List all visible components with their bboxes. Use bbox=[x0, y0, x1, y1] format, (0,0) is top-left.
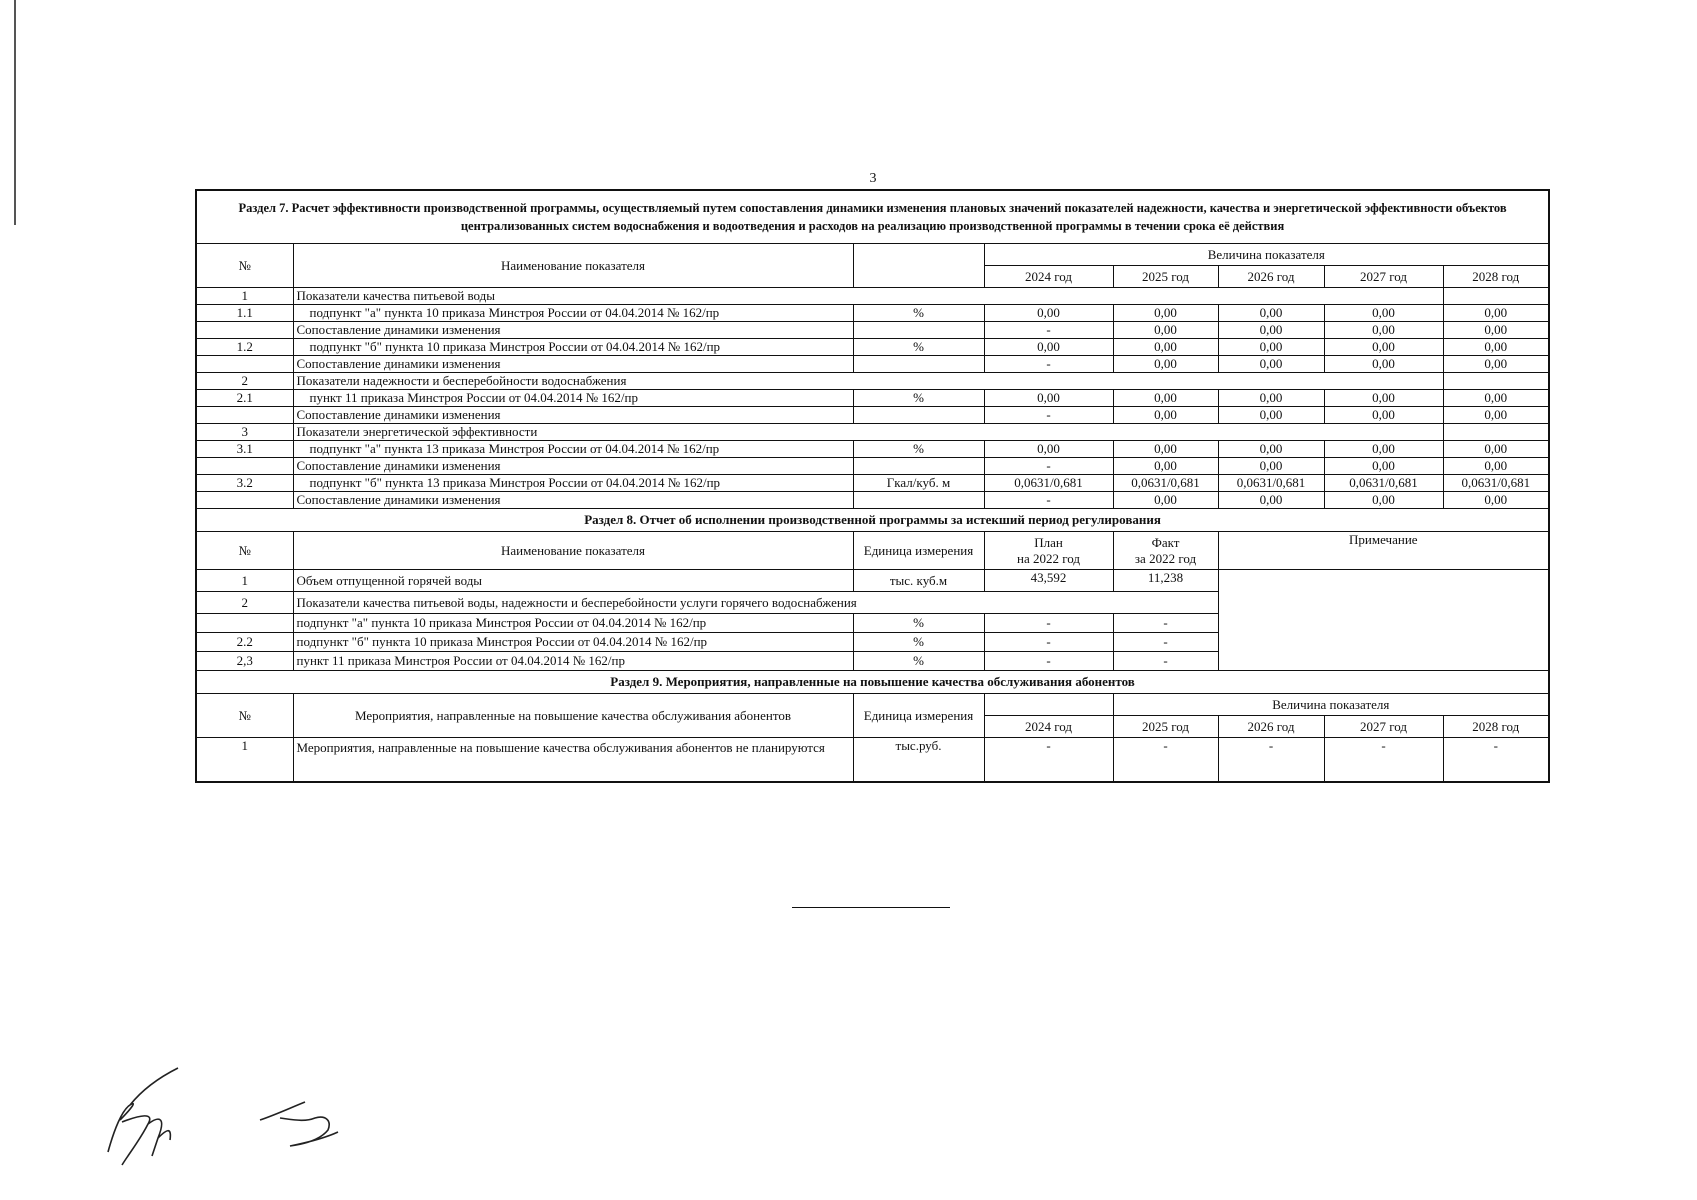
header-fact bbox=[1113, 532, 1218, 570]
row-name: Сопоставление динамики изменения bbox=[293, 407, 853, 424]
row-value: 0,00 bbox=[1324, 441, 1443, 458]
section7-row bbox=[196, 288, 1549, 305]
section7-row bbox=[196, 492, 1549, 509]
row-name: Сопоставление динамики изменения bbox=[293, 322, 853, 339]
row-unit: тыс. куб.м bbox=[853, 570, 984, 592]
header-value-group: Величина показателя bbox=[984, 244, 1549, 266]
section7-row bbox=[196, 373, 1549, 390]
row-value: - bbox=[984, 458, 1113, 475]
section7-row bbox=[196, 475, 1549, 492]
fact-line-1: Факт bbox=[1151, 534, 1180, 550]
row-number: 1.2 bbox=[196, 339, 293, 356]
section7-title: Раздел 7. Расчет эффективности производственной программы, осуществляемый путем сопоставления динамики изменения плановых значений показателей надежности, качества и энергетической эффективности объектов централизованных систем водоснабжения и водоотведения и расходов на реализацию производственной программы в течении срока её действия bbox=[196, 190, 1549, 244]
row-value: 0,00 bbox=[1443, 492, 1549, 509]
row-value: 0,00 bbox=[1443, 322, 1549, 339]
header-unit: Единица измерения bbox=[853, 694, 984, 738]
row-unit: % bbox=[853, 390, 984, 407]
row-number: 1 bbox=[196, 570, 293, 592]
row-unit: % bbox=[853, 441, 984, 458]
binder-margin-line bbox=[14, 0, 16, 225]
row-group-name: Показатели качества питьевой воды, надежности и бесперебойности услуги горячего водоснабжения bbox=[293, 592, 1218, 614]
row-value: 0,00 bbox=[1443, 441, 1549, 458]
row-name: подпункт "а" пункта 13 приказа Минстроя России от 04.04.2014 № 162/пр bbox=[293, 441, 853, 458]
row-value: - bbox=[1113, 738, 1218, 782]
row-value: 0,00 bbox=[1113, 356, 1218, 373]
row-value: 0,0631/0,681 bbox=[1113, 475, 1218, 492]
row-number bbox=[196, 614, 293, 633]
row-number: 2 bbox=[196, 592, 293, 614]
row-value: 0,00 bbox=[1218, 390, 1324, 407]
row-number: 3.2 bbox=[196, 475, 293, 492]
fact-line-2: за 2022 год bbox=[1134, 550, 1197, 566]
header-year: 2025 год bbox=[1113, 716, 1218, 738]
row-value: 0,00 bbox=[1113, 339, 1218, 356]
row-value: 0,00 bbox=[1218, 339, 1324, 356]
row-fact: 11,238 bbox=[1113, 570, 1218, 592]
row-value: 0,00 bbox=[1324, 458, 1443, 475]
header-year: 2027 год bbox=[1324, 716, 1443, 738]
row-value: 0,00 bbox=[1218, 441, 1324, 458]
row-value: 0,00 bbox=[1324, 322, 1443, 339]
row-value: 0,00 bbox=[1218, 305, 1324, 322]
section8-row bbox=[196, 570, 1549, 592]
header-year: 2026 год bbox=[1218, 266, 1324, 288]
header-no: № bbox=[196, 244, 293, 288]
row-unit: тыс.руб. bbox=[853, 738, 984, 782]
row-number: 2.1 bbox=[196, 390, 293, 407]
row-value: 0,00 bbox=[1443, 305, 1549, 322]
row-number bbox=[196, 407, 293, 424]
section7-title-row bbox=[196, 190, 1549, 244]
header-value-group: Величина показателя bbox=[1113, 694, 1549, 716]
row-plan: - bbox=[984, 633, 1113, 652]
row-value: 0,00 bbox=[1113, 390, 1218, 407]
row-value: 0,00 bbox=[1113, 407, 1218, 424]
row-name: Сопоставление динамики изменения bbox=[293, 356, 853, 373]
row-value: 0,00 bbox=[1113, 305, 1218, 322]
row-value: - bbox=[984, 407, 1113, 424]
closing-rule bbox=[792, 907, 950, 908]
row-number bbox=[196, 322, 293, 339]
header-blank bbox=[984, 694, 1113, 716]
row-group-name: Показатели надежности и бесперебойности водоснабжения bbox=[293, 373, 1443, 390]
row-value: 0,00 bbox=[1443, 458, 1549, 475]
row-plan: 43,592 bbox=[984, 570, 1113, 592]
row-name: Объем отпущенной горячей воды bbox=[293, 570, 853, 592]
row-unit bbox=[853, 407, 984, 424]
plan-line-2: на 2022 год bbox=[1017, 550, 1080, 566]
row-fact: - bbox=[1113, 652, 1218, 671]
section7-row bbox=[196, 356, 1549, 373]
section7-row bbox=[196, 441, 1549, 458]
row-value: 0,00 bbox=[984, 441, 1113, 458]
row-value: 0,00 bbox=[1324, 407, 1443, 424]
section8-title-row bbox=[196, 509, 1549, 532]
row-number bbox=[196, 492, 293, 509]
header-name: Наименование показателя bbox=[293, 532, 853, 570]
row-value: 0,00 bbox=[984, 339, 1113, 356]
row-name: Сопоставление динамики изменения bbox=[293, 492, 853, 509]
row-value: 0,00 bbox=[1113, 441, 1218, 458]
header-year: 2028 год bbox=[1443, 266, 1549, 288]
section7-row bbox=[196, 424, 1549, 441]
row-value: - bbox=[984, 322, 1113, 339]
row-unit: % bbox=[853, 305, 984, 322]
row-value: - bbox=[984, 738, 1113, 782]
row-name: Сопоставление динамики изменения bbox=[293, 458, 853, 475]
row-unit: Гкал/куб. м bbox=[853, 475, 984, 492]
row-value: 0,00 bbox=[1324, 492, 1443, 509]
row-unit bbox=[853, 458, 984, 475]
header-name: Мероприятия, направленные на повышение качества обслуживания абонентов bbox=[293, 694, 853, 738]
row-name: подпункт "б" пункта 13 приказа Минстроя России от 04.04.2014 № 162/пр bbox=[293, 475, 853, 492]
row-value: 0,00 bbox=[1324, 390, 1443, 407]
row-name: подпункт "а" пункта 10 приказа Минстроя России от 04.04.2014 № 162/пр bbox=[293, 305, 853, 322]
section9-title: Раздел 9. Мероприятия, направленные на повышение качества обслуживания абонентов bbox=[196, 671, 1549, 694]
section7-row bbox=[196, 322, 1549, 339]
row-number bbox=[196, 458, 293, 475]
row-number: 1 bbox=[196, 738, 293, 782]
section8-header-row bbox=[196, 532, 1549, 570]
header-unit: Единица измерения bbox=[853, 532, 984, 570]
row-value: 0,00 bbox=[984, 390, 1113, 407]
row-value: - bbox=[984, 356, 1113, 373]
plan-line-1: План bbox=[1034, 534, 1063, 550]
row-number: 2,3 bbox=[196, 652, 293, 671]
row-value: 0,00 bbox=[1443, 356, 1549, 373]
row-fact: - bbox=[1113, 614, 1218, 633]
header-year: 2025 год bbox=[1113, 266, 1218, 288]
row-unit: % bbox=[853, 339, 984, 356]
row-name: подпункт "а" пункта 10 приказа Минстроя России от 04.04.2014 № 162/пр bbox=[293, 614, 853, 633]
row-plan: - bbox=[984, 614, 1113, 633]
header-year: 2027 год bbox=[1324, 266, 1443, 288]
row-value: 0,00 bbox=[1218, 322, 1324, 339]
row-number: 1.1 bbox=[196, 305, 293, 322]
row-unit bbox=[853, 492, 984, 509]
section7-header-row-1 bbox=[196, 244, 1549, 266]
row-group-name: Показатели качества питьевой воды bbox=[293, 288, 1443, 305]
header-no: № bbox=[196, 694, 293, 738]
row-value: 0,0631/0,681 bbox=[1443, 475, 1549, 492]
row-value: 0,00 bbox=[1218, 458, 1324, 475]
row-number: 1 bbox=[196, 288, 293, 305]
section9-row bbox=[196, 738, 1549, 782]
section7-row bbox=[196, 339, 1549, 356]
row-value: - bbox=[1443, 738, 1549, 782]
row-number: 3.1 bbox=[196, 441, 293, 458]
row-value bbox=[1443, 288, 1549, 305]
row-value: 0,00 bbox=[1218, 407, 1324, 424]
row-fact: - bbox=[1113, 633, 1218, 652]
row-value: 0,00 bbox=[1324, 339, 1443, 356]
signature bbox=[100, 1060, 380, 1175]
row-group-name: Показатели энергетической эффективности bbox=[293, 424, 1443, 441]
row-value: 0,00 bbox=[1324, 356, 1443, 373]
row-unit: % bbox=[853, 614, 984, 633]
section7-row bbox=[196, 458, 1549, 475]
section7-row bbox=[196, 305, 1549, 322]
row-value: 0,00 bbox=[1113, 322, 1218, 339]
row-unit: % bbox=[853, 652, 984, 671]
row-value: - bbox=[1324, 738, 1443, 782]
row-name: подпункт "б" пункта 10 приказа Минстроя России от 04.04.2014 № 162/пр bbox=[293, 339, 853, 356]
row-value: 0,0631/0,681 bbox=[1324, 475, 1443, 492]
page-number: 3 bbox=[869, 171, 877, 186]
row-number: 2 bbox=[196, 373, 293, 390]
row-value: 0,00 bbox=[1443, 339, 1549, 356]
row-number bbox=[196, 356, 293, 373]
row-value: 0,00 bbox=[1218, 356, 1324, 373]
row-plan: - bbox=[984, 652, 1113, 671]
row-value: 0,00 bbox=[1113, 492, 1218, 509]
row-name: Мероприятия, направленные на повышение качества обслуживания абонентов не планируются bbox=[293, 738, 853, 782]
section9-header-row-1 bbox=[196, 694, 1549, 716]
row-value: - bbox=[984, 492, 1113, 509]
row-value: 0,00 bbox=[1218, 492, 1324, 509]
row-value: 0,00 bbox=[1113, 458, 1218, 475]
row-note bbox=[1218, 570, 1549, 671]
row-value: 0,00 bbox=[1324, 305, 1443, 322]
row-value bbox=[1443, 373, 1549, 390]
row-name: подпункт "б" пункта 10 приказа Минстроя России от 04.04.2014 № 162/пр bbox=[293, 633, 853, 652]
section9-title-row bbox=[196, 671, 1549, 694]
row-value: 0,00 bbox=[1443, 407, 1549, 424]
header-name: Наименование показателя bbox=[293, 244, 853, 288]
report-table bbox=[195, 189, 1550, 783]
section8-title: Раздел 8. Отчет об исполнении производственной программы за истекший период регулирования bbox=[196, 509, 1549, 532]
header-year: 2026 год bbox=[1218, 716, 1324, 738]
row-number: 3 bbox=[196, 424, 293, 441]
row-value: 0,0631/0,681 bbox=[1218, 475, 1324, 492]
row-value: 0,0631/0,681 bbox=[984, 475, 1113, 492]
header-year: 2024 год bbox=[984, 266, 1113, 288]
header-note: Примечание bbox=[1218, 532, 1549, 570]
section7-row bbox=[196, 407, 1549, 424]
row-number: 2.2 bbox=[196, 633, 293, 652]
header-year: 2028 год bbox=[1443, 716, 1549, 738]
row-unit bbox=[853, 356, 984, 373]
section7-row bbox=[196, 390, 1549, 407]
header-no: № bbox=[196, 532, 293, 570]
row-unit: % bbox=[853, 633, 984, 652]
row-name: пункт 11 приказа Минстроя России от 04.04.2014 № 162/пр bbox=[293, 390, 853, 407]
row-value: - bbox=[1218, 738, 1324, 782]
header-unit bbox=[853, 244, 984, 288]
handwritten-signature-icon bbox=[100, 1060, 380, 1170]
header-year: 2024 год bbox=[984, 716, 1113, 738]
header-plan bbox=[984, 532, 1113, 570]
row-value bbox=[1443, 424, 1549, 441]
row-value: 0,00 bbox=[1443, 390, 1549, 407]
row-name: пункт 11 приказа Минстроя России от 04.04.2014 № 162/пр bbox=[293, 652, 853, 671]
row-unit bbox=[853, 322, 984, 339]
row-value: 0,00 bbox=[984, 305, 1113, 322]
